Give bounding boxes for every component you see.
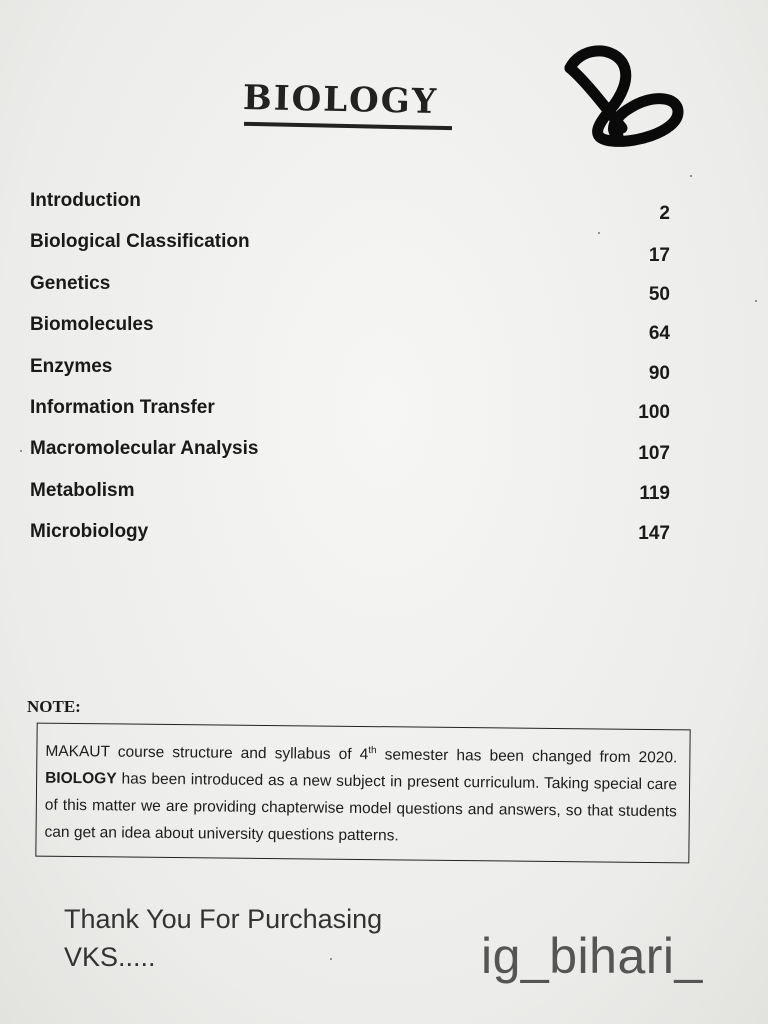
toc-page-number: 107	[638, 443, 670, 464]
toc-label: Biological Classification	[30, 231, 250, 252]
toc-label: Metabolism	[30, 480, 135, 501]
note-subject: BIOLOGY	[45, 769, 117, 788]
note-label: NOTE:	[27, 697, 81, 716]
dust-speck	[690, 175, 692, 177]
toc-label: Genetics	[30, 273, 111, 294]
page-title: BIOLOGY	[242, 77, 439, 123]
toc-page-number: 119	[639, 483, 670, 504]
dust-speck	[330, 958, 332, 960]
dust-speck	[755, 300, 757, 302]
thanks-line-1: Thank You For Purchasing	[64, 904, 383, 934]
toc-label: Microbiology	[30, 521, 149, 542]
toc-page-number: 64	[648, 323, 670, 344]
dust-speck	[20, 450, 22, 452]
toc-page-number: 50	[648, 284, 670, 305]
toc-label: Introduction	[30, 190, 141, 211]
note-line2: has been introduced as a new subject in present curriculum. Taking special care of this matter we are providing chapterwise model questions and answers, so that students can get an idea about university questions patterns.	[44, 770, 678, 845]
thanks-line-2: VKS.....	[64, 942, 156, 972]
note-line1-post: semester has been changed from 2020.	[376, 746, 678, 767]
note-box	[35, 723, 690, 864]
toc-page-number: 2	[659, 203, 670, 224]
note-line1-sup: th	[368, 745, 377, 757]
instagram-handle: ig_bihari_	[481, 928, 703, 984]
dust-speck	[598, 232, 600, 234]
thanks-overlay	[64, 900, 382, 976]
toc-page-number: 100	[638, 402, 670, 423]
toc-page-number: 17	[648, 245, 670, 266]
toc-label: Macromolecular Analysis	[30, 438, 259, 459]
toc-page-number: 147	[638, 523, 670, 544]
toc-label: Enzymes	[30, 356, 113, 377]
note-text	[44, 734, 677, 853]
toc-label: Information Transfer	[30, 397, 215, 418]
note-line1-pre: MAKAUT course structure and syllabus of 4	[45, 742, 369, 764]
toc-page-number: 90	[648, 363, 670, 384]
toc-label: Biomolecules	[30, 314, 154, 335]
